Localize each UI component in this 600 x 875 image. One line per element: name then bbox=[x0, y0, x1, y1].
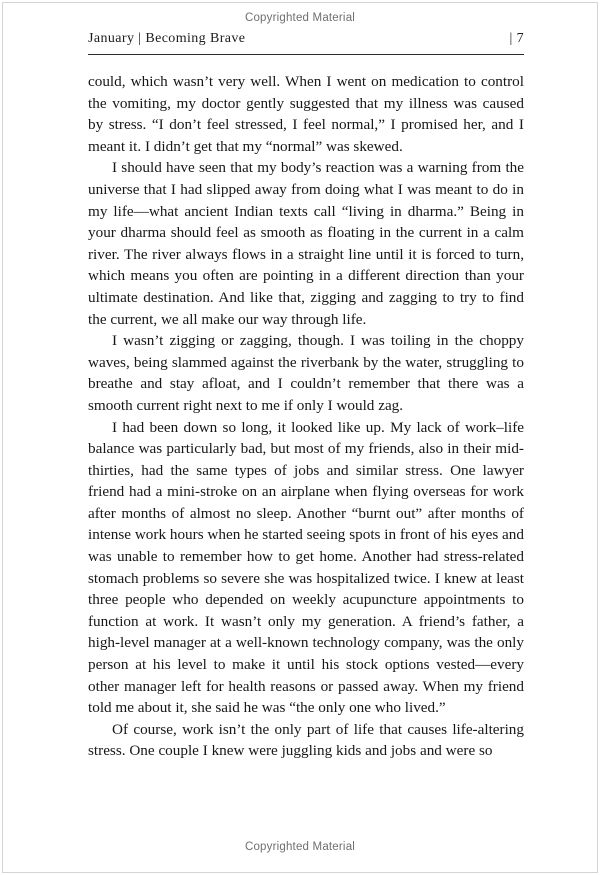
copyright-notice-top: Copyrighted Material bbox=[244, 12, 356, 24]
page-number: | 7 bbox=[509, 31, 524, 46]
body-paragraph: Of course, work isn’t the only part of life that causes life-altering stress. One couple I knew were juggling kids and jobs and were so bbox=[88, 720, 524, 760]
copyright-notice-bottom: Copyrighted Material bbox=[244, 841, 356, 853]
chapter-title: January | Becoming Brave bbox=[88, 31, 246, 46]
page-body bbox=[88, 71, 524, 762]
body-paragraph: could, which wasn’t very well. When I went on medication to control the vomiting, my doctor gently suggested that my illness was caused by stress. “I don’t feel stressed, I feel normal,” I promised her, and I meant it. I didn’t get that my “normal” was skewed. bbox=[88, 73, 524, 155]
body-paragraph: I wasn’t zigging or zagging, though. I was toiling in the choppy waves, being slammed against the riverbank by the water, struggling to breathe and stay afloat, and I couldn’t remember that there was a smooth current right next to me if only I would zag. bbox=[88, 332, 524, 414]
running-header bbox=[88, 31, 524, 55]
body-paragraph: I had been down so long, it looked like up. My lack of work–life balance was particularly bad, but most of my friends, also in their mid-thirties, had the same types of jobs and similar stress. One lawyer friend had a mini-stroke on an airplane when flying overseas for work after months of almost no sleep. Another “burnt out” after months of intense work hours when he started seeing spots in front of his eyes and was unable to remember how to get home. Another had stress-related stomach problems so severe she was hospitalized twice. I knew at least three people who depended on weekly acupuncture appointments to function at work. It wasn’t only my generation. A friend’s father, a high-level manager at a well-known technology company, was the only person at his level to make it until his stock options vested—every other manager left for health reasons or passed away. When my friend told me about it, she said he was “the only one who lived.” bbox=[88, 418, 524, 717]
body-paragraph: I should have seen that my body’s reaction was a warning from the universe that I had slipped away from doing what I was meant to do in my life—what ancient Indian texts call “living in dharma.” Being in your dharma should feel as smooth as floating in the current in a calm river. The river always flows in a straight line until it is forced to turn, which means you often are pointing in a different direction than your ultimate destination. And like that, zigging and zagging to try to find the current, we all make our way through life. bbox=[88, 159, 524, 328]
